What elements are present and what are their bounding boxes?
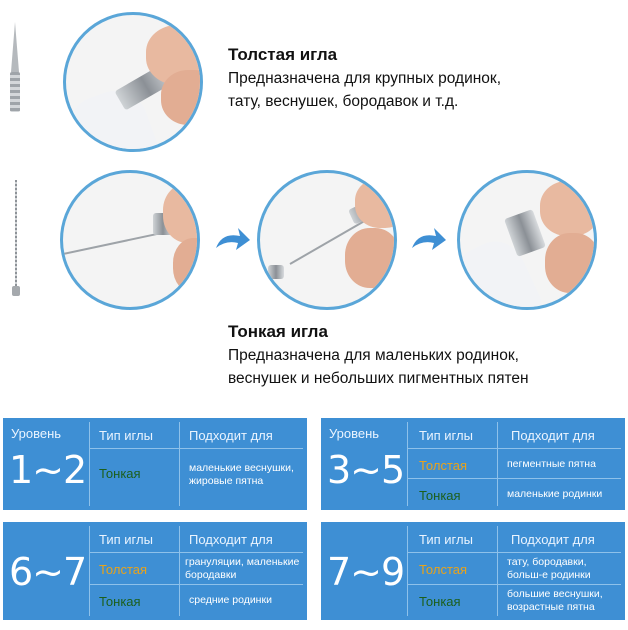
level-header: Уровень — [11, 426, 62, 441]
suitable-for-value: большие веснушки, возрастные пятна — [507, 588, 603, 613]
needle-type-value: Тонкая — [99, 466, 141, 481]
needle-type-header: Тип иглы — [99, 428, 153, 443]
needle-type-header: Тип иглы — [99, 532, 153, 547]
thin-needle-step1-photo — [60, 170, 200, 310]
suitable-for-value: тату, бородавки, больш-е родинки — [507, 556, 591, 581]
thick-needle-photo — [63, 12, 203, 152]
thin-needle-step3-photo — [457, 170, 597, 310]
needle-type-value: Толстая — [419, 562, 468, 577]
needle-type-value: Тонкая — [419, 488, 461, 503]
level-range: 3~5 — [327, 448, 405, 492]
thin-needle-description-line1: Предназначена для маленьких родинок, — [228, 347, 519, 364]
thin-needle-step2-photo — [257, 170, 397, 310]
needle-type-value: Толстая — [419, 458, 468, 473]
thick-needle-title: Толстая игла — [228, 45, 338, 64]
suitable-for-value: средние родинки — [189, 594, 272, 606]
needle-type-value: Толстая — [99, 562, 148, 577]
suitable-for-value: маленькие веснушки, жировые пятна — [189, 462, 294, 487]
level-table-7-9 — [321, 522, 625, 620]
thick-needle-description-line1: Предназначена для крупных родинок, — [228, 70, 502, 87]
level-range: 1~2 — [9, 448, 87, 492]
thick-needle-description-line2: тату, веснушек, бородавок и т.д. — [228, 93, 459, 110]
level-table-3-5 — [321, 418, 625, 510]
suitable-for-value: маленькие родинки — [507, 488, 603, 500]
suitable-for-header: Подходит для — [189, 428, 273, 443]
level-range: 6~7 — [9, 550, 87, 594]
thin-needle-title: Тонкая игла — [228, 322, 328, 341]
level-header: Уровень — [329, 426, 380, 441]
suitable-for-header: Подходит для — [511, 532, 595, 547]
arrow-right-icon — [408, 222, 448, 262]
needle-type-value: Тонкая — [419, 594, 461, 609]
level-table-6-7 — [3, 522, 307, 620]
arrow-right-icon — [212, 222, 252, 262]
level-range: 7~9 — [327, 550, 405, 594]
needle-type-header: Тип иглы — [419, 428, 473, 443]
needle-type-header: Тип иглы — [419, 532, 473, 547]
level-table-1-2 — [3, 418, 307, 510]
suitable-for-header: Подходит для — [189, 532, 273, 547]
suitable-for-value: пегментные пятна — [507, 458, 596, 470]
suitable-for-value: грануляции, маленькие бородавки — [185, 556, 300, 581]
thin-needle-description-line2: веснушек и небольших пигментных пятен — [228, 370, 529, 387]
suitable-for-header: Подходит для — [511, 428, 595, 443]
needle-type-value: Тонкая — [99, 594, 141, 609]
